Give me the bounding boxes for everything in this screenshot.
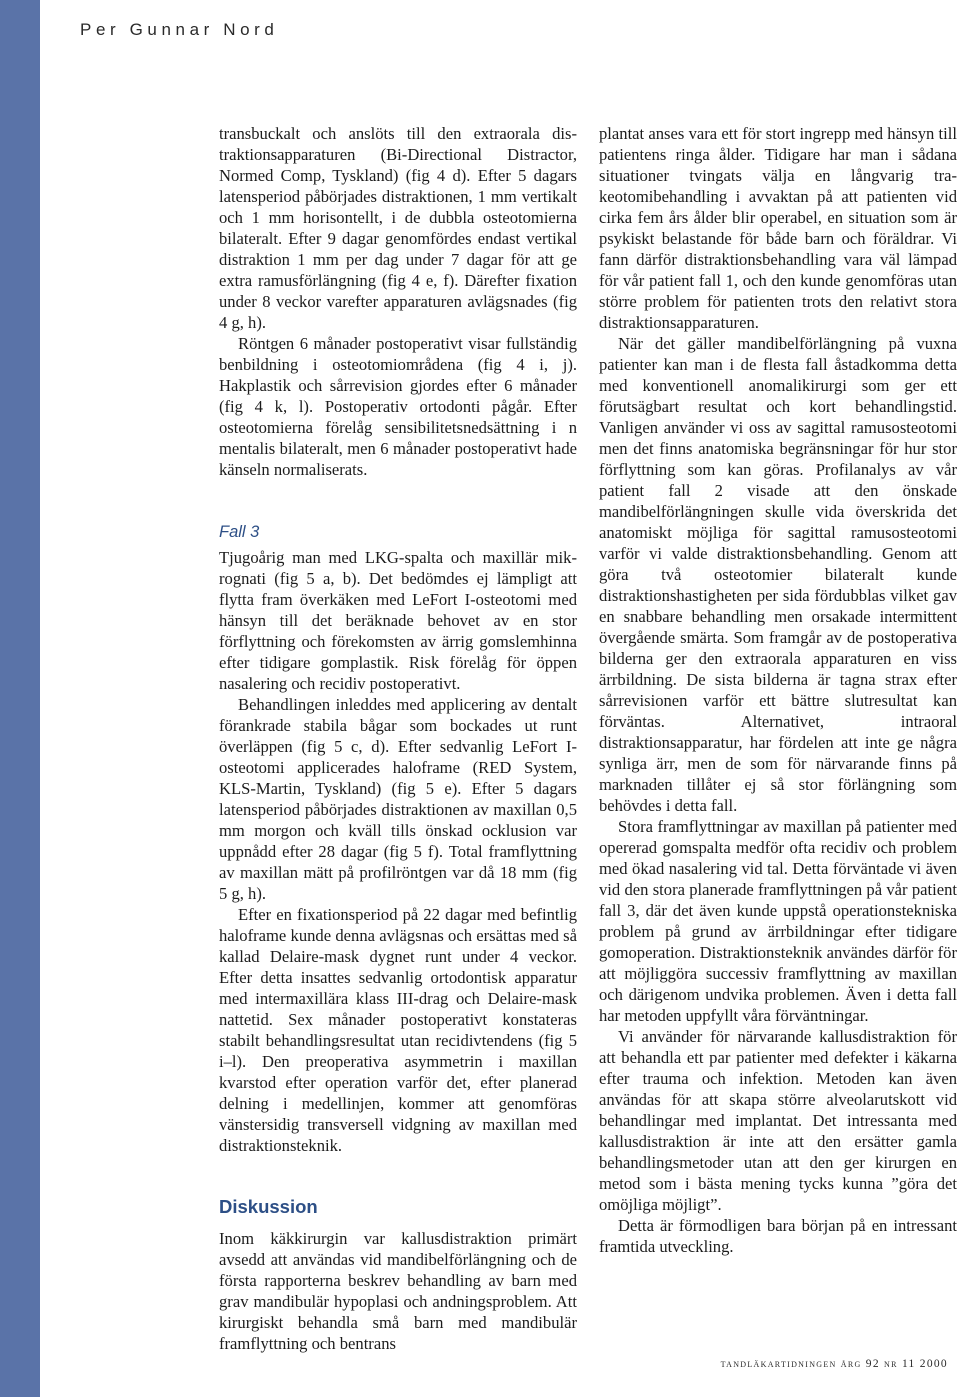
paragraph: Vi använder för närvarande kallusdistraktion för att behandla ett par patienter med defekter i käkarna efter trauma och infektion. Metoden kan även användas för att skapa större alveolarutskott vid behandlingar med implantat. Det intressanta med kallusdistraktion är inte att den ersätter gamla behandlingsmetoder utan att den ger kirurgen en metod som i bästa mening tycks kunna ”göra det omöjliga möjligt”.: [599, 1027, 957, 1214]
journal-footer: tandläkartidningen årg 92 nr 11 2000: [720, 1358, 948, 1370]
paragraph: plantat anses vara ett för stort ingrepp med hänsyn till patientens ringa ålder. Tidigare har man i sådana situationer tvingats välja en långvarig trakeotomibehandling i avvaktan på att patienten vid cirka fem års ålder blir operabel, en situation som är psykiskt belastande för både barn och föräldrar. Vi fann därför distraktionsbehandling vara väl lämpad för vår patient fall 1, och den kunde genomföras utan större problem för patienten trots den relativt stora distraktionsapparaturen.: [599, 124, 957, 332]
section-heading: Diskussion: [219, 1196, 318, 1217]
right-text-column: [599, 123, 957, 1257]
paragraph: Efter en fixationsperiod på 22 dagar med befintlig haloframe kunde denna avlägsnas och ersättas med så kallad Delaire-mask dygnet runt under 4 veckor. Efter detta insattes sedvanlig ortodontisk apparatur med intermaxillära klass III-drag och Delaire-mask nattetid. Sex månader postoperativt konstateras stabilt behandlingsresultat utan recidivtendens (fig 5 i–l). Den preoperativa asymmetrin i maxillan kvarstod efter operation varför det, efter planerad delning i medellinjen, kommer att genomföras vänstersidig transversell vidgning av maxillan med distraktionsteknik.: [219, 905, 577, 1155]
paragraph: Stora framflyttningar av maxillan på patienter med opererad gomspalta medför ofta recidiv och problem med ökad nasalering vid tal. Detta förväntade vi även vid den stora planerade framflyttningen på vår patient fall 3, där det även kunde uppstå operationstekniska problem på grund av ärrbildningar efter tidigare gomoperation. Distraktionsteknik användes därför för att möjliggöra successiv framflyttning av maxillan och därigenom undvika problemen. Även i detta fall har metoden uppfyllt våra förväntningar.: [599, 817, 957, 1025]
paragraph: När det gäller mandibelförlängning på vuxna patienter kan man i de flesta fall åstadkomma detta med konventionell anomalikirurgi som ger ett förutsägbart resultat och kort behandlingstid. Vanligen använder vi oss av sagittal ramusosteotomi men det finns anatomiska begränsningar för hur stor förflyttning som kan göras. Profilanalys av vår patient fall 2 visade att den önskade mandibelförlängningen skulle vida överskrida det anatomiskt möjliga för sagittal ramusosteotomi varför vi valde distraktionsbehandling. Genom att göra två osteotomier bilateralt kunde distraktionshastigheten per sida fördubblas vilket gav en snabbare behandling men orsakade intermittent övergående smärta. Som framgår av de postoperativa bilderna ger den extraorala apparaturen en viss ärrbildning. De sista bilderna är tagna strax efter sårrevisionen varför ett bättre slutresultat kan förväntas. Alternativet, intraoral distraktionsapparatur, har fördelen att inte ge några synliga ärr, men de som för närvarande finns på marknaden tillåter ej så stor förlängning som behövdes i detta fall.: [599, 334, 957, 815]
case-heading: Fall 3: [219, 523, 260, 541]
paragraph: Röntgen 6 månader postoperativt visar fullständig benbildning i osteotomiområdena (fig 4 i, j). Hakplastik och sårrevision gjordes efter 6 månader (fig 4 k, l). Postoperativ ortodonti pågår. Efter osteotomierna förelåg sensibilitetsnedsättning i n mentalis bilateralt, men 6 månader postoperativt hade känseln normaliserats.: [219, 334, 577, 479]
running-head-author: Per Gunnar Nord: [80, 20, 279, 39]
paragraph: Inom käkkirurgin var kallusdistraktion primärt avsedd att användas vid mandibelförlängning och de första rapporterna beskrev behandling av barn med grav mandibulär hypoplasi och andningsproblem. Att kirurgiskt behandla små barn med mandibulär framflyttning och bentrans: [219, 1229, 577, 1353]
paragraph: Detta är förmodligen bara början på en intressant framtida utveckling.: [599, 1216, 957, 1256]
paragraph: transbuckalt och anslöts till den extraorala distraktionsapparaturen (Bi-Directional Distractor, Normed Comp, Tyskland) (fig 4 d). Efter 5 dagars latensperiod påbörjades distraktionen, 1 mm vertikalt och 1 mm horisontellt, i de dubbla osteotomierna bilateralt. Efter 9 dagar genomfördes endast vertikal distraktion 1 mm per dag under 7 dagar för att ge extra ramusförlängning (fig 4 e, f). Därefter fixation under 8 veckor varefter apparaturen avlägsnades (fig 4 g, h).: [219, 124, 577, 332]
paragraph: Tjugoårig man med LKG-spalta och maxillär mikrognati (fig 5 a, b). Det bedömdes ej lämpligt att flytta fram överkäken med LeFort I-osteotomi med hänsyn till det beräknade behovet av en stor förflyttning och förekomsten av ärrig gomslemhinna efter tidigare gomplastik. Risk förelåg för öppen nasalering och recidiv postoperativt.: [219, 548, 577, 693]
decorative-side-bar: [0, 0, 40, 1397]
paragraph: Behandlingen inleddes med applicering av dentalt förankrade stabila bågar som bockades ut runt överläppen (fig 5 c, d). Efter sedvanlig LeFort I-osteotomi applicerades haloframe (RED System, KLS-Martin, Tyskland) (fig 5 e). Efter 5 dagars latensperiod påbörjades distraktionen av maxillan 0,5 mm morgon och kväll tills önskad ocklusion var uppnådd efter 28 dagar (fig 5 f). Total framflyttning av maxillan mätt på profilröntgen var då 18 mm (fig 5 g, h).: [219, 695, 577, 903]
left-text-column: [219, 123, 577, 1354]
